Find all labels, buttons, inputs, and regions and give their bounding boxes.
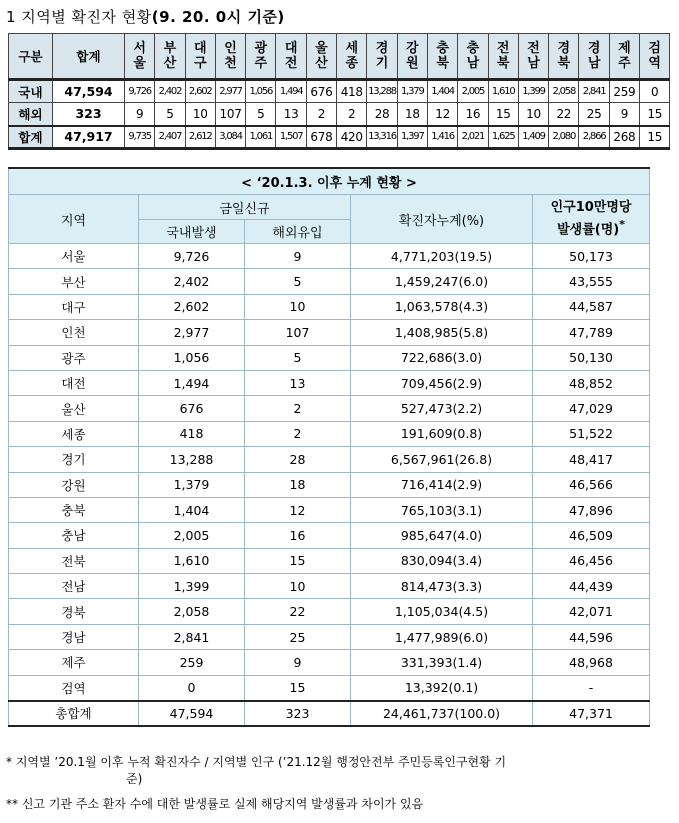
value-cell: 1,379 <box>397 80 427 103</box>
cumulative-cell: 4,771,203(19.5) <box>351 244 533 269</box>
rate-cell: 44,596 <box>533 624 650 649</box>
region-cell: 경남 <box>9 624 139 649</box>
rate-cell: 47,789 <box>533 320 650 345</box>
value-cell: 1,404 <box>427 80 457 103</box>
data-row <box>9 396 650 421</box>
value-cell: 676 <box>306 80 336 103</box>
region-cell: 경북 <box>9 599 139 624</box>
rate-cell: 47,371 <box>533 701 650 726</box>
value-cell: 10 <box>518 103 548 126</box>
footnote-1 <box>6 753 506 787</box>
summary-row <box>9 126 670 149</box>
row-total: 47,917 <box>53 126 125 149</box>
overseas-cell: 22 <box>245 599 351 624</box>
overseas-cell: 2 <box>245 396 351 421</box>
value-cell: 16 <box>458 103 488 126</box>
data-row <box>9 497 650 522</box>
value-cell: 28 <box>367 103 397 126</box>
value-cell: 1,061 <box>246 126 276 149</box>
domestic-cell: 2,005 <box>139 523 245 548</box>
domestic-cell: 9,726 <box>139 244 245 269</box>
data-row <box>9 370 650 395</box>
region-header-cell: 경 남 <box>579 34 609 80</box>
overseas-cell: 323 <box>245 701 351 726</box>
value-cell: 10 <box>185 103 215 126</box>
value-cell: 1,399 <box>518 80 548 103</box>
rate-header-line1: 인구10만명당 <box>550 200 632 216</box>
domestic-cell: 2,602 <box>139 294 245 319</box>
domestic-cell: 2,841 <box>139 624 245 649</box>
domestic-cell: 1,379 <box>139 472 245 497</box>
value-cell: 15 <box>488 103 518 126</box>
region-header-cell: 서 울 <box>125 34 155 80</box>
region-cell: 총합계 <box>9 701 139 726</box>
domestic-cell: 418 <box>139 421 245 446</box>
value-cell: 13,316 <box>367 126 397 149</box>
value-cell: 1,416 <box>427 126 457 149</box>
data-row <box>9 650 650 675</box>
domestic-cell: 1,610 <box>139 548 245 573</box>
rate-header <box>533 195 650 244</box>
value-cell: 2,602 <box>185 80 215 103</box>
overseas-cell: 10 <box>245 294 351 319</box>
total-row <box>9 701 650 726</box>
region-cell: 서울 <box>9 244 139 269</box>
overseas-cell: 15 <box>245 548 351 573</box>
cumulative-cell: 830,094(3.4) <box>351 548 533 573</box>
cumulative-cell: 709,456(2.9) <box>351 370 533 395</box>
rate-cell: - <box>533 675 650 700</box>
domestic-cell: 676 <box>139 396 245 421</box>
value-cell: 2,080 <box>549 126 579 149</box>
corner-label: 구분 <box>9 34 53 80</box>
region-header-cell: 충 남 <box>458 34 488 80</box>
region-cell: 강원 <box>9 472 139 497</box>
value-cell: 2,402 <box>155 80 185 103</box>
cumulative-cell: 1,063,578(4.3) <box>351 294 533 319</box>
value-cell: 15 <box>640 126 670 149</box>
region-cell: 충북 <box>9 497 139 522</box>
overseas-cell: 2 <box>245 421 351 446</box>
region-header: 지역 <box>9 195 139 244</box>
region-header-cell: 전 북 <box>488 34 518 80</box>
cumulative-cell: 191,609(0.8) <box>351 421 533 446</box>
rate-cell: 46,566 <box>533 472 650 497</box>
overseas-header: 해외유입 <box>245 220 351 244</box>
data-row <box>9 675 650 700</box>
overseas-cell: 5 <box>245 345 351 370</box>
domestic-cell: 1,494 <box>139 370 245 395</box>
region-header-cell: 경 북 <box>549 34 579 80</box>
cumulative-cell: 1,459,247(6.0) <box>351 269 533 294</box>
region-cell: 대전 <box>9 370 139 395</box>
cumulative-cell: 1,408,985(5.8) <box>351 320 533 345</box>
value-cell: 2,407 <box>155 126 185 149</box>
value-cell: 22 <box>549 103 579 126</box>
row-label: 국내 <box>9 80 53 103</box>
row-total: 47,594 <box>53 80 125 103</box>
rate-cell: 50,130 <box>533 345 650 370</box>
domestic-cell: 1,399 <box>139 574 245 599</box>
value-cell: 259 <box>609 80 639 103</box>
domestic-cell: 13,288 <box>139 447 245 472</box>
value-cell: 5 <box>246 103 276 126</box>
rate-cell: 44,587 <box>533 294 650 319</box>
rate-header-line2: 발생률(명) <box>557 222 620 238</box>
rate-cell: 43,555 <box>533 269 650 294</box>
value-cell: 12 <box>427 103 457 126</box>
value-cell: 1,494 <box>276 80 306 103</box>
overseas-cell: 16 <box>245 523 351 548</box>
rate-cell: 47,896 <box>533 497 650 522</box>
data-row <box>9 244 650 269</box>
value-cell: 2,841 <box>579 80 609 103</box>
domestic-header: 국내발생 <box>139 220 245 244</box>
region-cell: 대구 <box>9 294 139 319</box>
domestic-cell: 47,594 <box>139 701 245 726</box>
region-header-cell: 검 역 <box>640 34 670 80</box>
rate-cell: 50,173 <box>533 244 650 269</box>
cumulative-cell: 722,686(3.0) <box>351 345 533 370</box>
region-header-cell: 부 산 <box>155 34 185 80</box>
data-row <box>9 447 650 472</box>
value-cell: 13 <box>276 103 306 126</box>
data-row <box>9 523 650 548</box>
overseas-cell: 107 <box>245 320 351 345</box>
rate-cell: 44,439 <box>533 574 650 599</box>
value-cell: 25 <box>579 103 609 126</box>
value-cell: 2 <box>306 103 336 126</box>
data-row <box>9 472 650 497</box>
overseas-cell: 10 <box>245 574 351 599</box>
domestic-cell: 0 <box>139 675 245 700</box>
region-cell: 충남 <box>9 523 139 548</box>
overseas-cell: 12 <box>245 497 351 522</box>
value-cell: 5 <box>155 103 185 126</box>
row-total: 323 <box>53 103 125 126</box>
rate-cell: 48,417 <box>533 447 650 472</box>
value-cell: 0 <box>640 80 670 103</box>
rate-cell: 51,522 <box>533 421 650 446</box>
region-header-cell: 제 주 <box>609 34 639 80</box>
cumulative-table <box>8 167 650 727</box>
cumulative-cell: 814,473(3.3) <box>351 574 533 599</box>
value-cell: 2,058 <box>549 80 579 103</box>
region-cell: 전남 <box>9 574 139 599</box>
summary-header-row <box>9 34 670 80</box>
cumulative-cell: 6,567,961(26.8) <box>351 447 533 472</box>
region-cell: 세종 <box>9 421 139 446</box>
region-cell: 제주 <box>9 650 139 675</box>
cumulative-header: 확진자누계(%) <box>351 195 533 244</box>
value-cell: 1,397 <box>397 126 427 149</box>
region-header-cell: 대 전 <box>276 34 306 80</box>
cumulative-cell: 985,647(4.0) <box>351 523 533 548</box>
value-cell: 9 <box>609 103 639 126</box>
overseas-cell: 15 <box>245 675 351 700</box>
cumulative-cell: 13,392(0.1) <box>351 675 533 700</box>
data-row <box>9 599 650 624</box>
value-cell: 1,409 <box>518 126 548 149</box>
value-cell: 2,977 <box>215 80 245 103</box>
value-cell: 18 <box>397 103 427 126</box>
value-cell: 1,625 <box>488 126 518 149</box>
data-row <box>9 574 650 599</box>
data-row <box>9 294 650 319</box>
total-header: 합계 <box>53 34 125 80</box>
region-header-cell: 대 구 <box>185 34 215 80</box>
domestic-cell: 1,404 <box>139 497 245 522</box>
cumulative-cell: 527,473(2.2) <box>351 396 533 421</box>
data-row <box>9 269 650 294</box>
domestic-cell: 2,402 <box>139 269 245 294</box>
row-label: 합계 <box>9 126 53 149</box>
summary-row <box>9 80 670 103</box>
overseas-cell: 13 <box>245 370 351 395</box>
domestic-cell: 2,058 <box>139 599 245 624</box>
footnote-2: ** 신고 기관 주소 환자 수에 대한 발생률로 실제 해당지역 발생률과 차이가 있음 <box>6 797 424 811</box>
value-cell: 1,056 <box>246 80 276 103</box>
value-cell: 9 <box>125 103 155 126</box>
rate-cell: 46,456 <box>533 548 650 573</box>
region-header-cell: 경 기 <box>367 34 397 80</box>
data-row <box>9 624 650 649</box>
region-cell: 울산 <box>9 396 139 421</box>
value-cell: 13,288 <box>367 80 397 103</box>
region-header-cell: 전 남 <box>518 34 548 80</box>
data-row <box>9 548 650 573</box>
data-row <box>9 421 650 446</box>
value-cell: 1,507 <box>276 126 306 149</box>
overseas-cell: 18 <box>245 472 351 497</box>
region-cell: 광주 <box>9 345 139 370</box>
rate-cell: 48,852 <box>533 370 650 395</box>
cumulative-cell: 24,461,737(100.0) <box>351 701 533 726</box>
value-cell: 268 <box>609 126 639 149</box>
region-cell: 검역 <box>9 675 139 700</box>
rate-cell: 42,071 <box>533 599 650 624</box>
cumulative-cell: 1,477,989(6.0) <box>351 624 533 649</box>
region-header-cell: 울 산 <box>306 34 336 80</box>
domestic-cell: 259 <box>139 650 245 675</box>
heading-date: (9. 20. 0시 기준) <box>151 8 285 26</box>
cumulative-cell: 331,393(1.4) <box>351 650 533 675</box>
value-cell: 2,021 <box>458 126 488 149</box>
value-cell: 1,610 <box>488 80 518 103</box>
value-cell: 420 <box>337 126 367 149</box>
region-cell: 부산 <box>9 269 139 294</box>
overseas-cell: 9 <box>245 244 351 269</box>
value-cell: 2,612 <box>185 126 215 149</box>
value-cell: 2,005 <box>458 80 488 103</box>
value-cell: 2,866 <box>579 126 609 149</box>
heading-title: 1 지역별 확진자 현황 <box>6 8 152 26</box>
data-row <box>9 345 650 370</box>
value-cell: 3,084 <box>215 126 245 149</box>
page-heading <box>6 6 285 27</box>
value-cell: 107 <box>215 103 245 126</box>
row-label: 해외 <box>9 103 53 126</box>
region-header-cell: 충 북 <box>427 34 457 80</box>
rate-footnote-mark: * <box>619 218 625 232</box>
cumulative-cell: 1,105,034(4.5) <box>351 599 533 624</box>
domestic-cell: 1,056 <box>139 345 245 370</box>
rate-cell: 48,968 <box>533 650 650 675</box>
overseas-cell: 28 <box>245 447 351 472</box>
footnote-1-line1: * 지역별 ’20.1월 이후 누적 확진자수 / 지역별 인구 (’21.12월 행정안전부 주민등록인구현황 기 <box>6 755 507 769</box>
region-header-cell: 광 주 <box>246 34 276 80</box>
cumulative-cell: 765,103(3.1) <box>351 497 533 522</box>
value-cell: 15 <box>640 103 670 126</box>
today-new-header: 금일신규 <box>139 195 351 220</box>
value-cell: 9,735 <box>125 126 155 149</box>
data-row <box>9 320 650 345</box>
regional-summary-table <box>8 33 670 150</box>
region-cell: 인천 <box>9 320 139 345</box>
overseas-cell: 9 <box>245 650 351 675</box>
overseas-cell: 5 <box>245 269 351 294</box>
summary-row <box>9 103 670 126</box>
region-header-cell: 강 원 <box>397 34 427 80</box>
rate-cell: 47,029 <box>533 396 650 421</box>
region-cell: 전북 <box>9 548 139 573</box>
value-cell: 418 <box>337 80 367 103</box>
value-cell: 678 <box>306 126 336 149</box>
cumulative-cell: 716,414(2.9) <box>351 472 533 497</box>
cumulative-caption: < ‘20.1.3. 이후 누계 현황 > <box>9 168 650 195</box>
value-cell: 9,726 <box>125 80 155 103</box>
overseas-cell: 25 <box>245 624 351 649</box>
footnote-1-line2: 준) <box>126 772 143 786</box>
rate-cell: 46,509 <box>533 523 650 548</box>
region-header-cell: 세 종 <box>337 34 367 80</box>
domestic-cell: 2,977 <box>139 320 245 345</box>
region-cell: 경기 <box>9 447 139 472</box>
value-cell: 2 <box>337 103 367 126</box>
region-header-cell: 인 천 <box>215 34 245 80</box>
